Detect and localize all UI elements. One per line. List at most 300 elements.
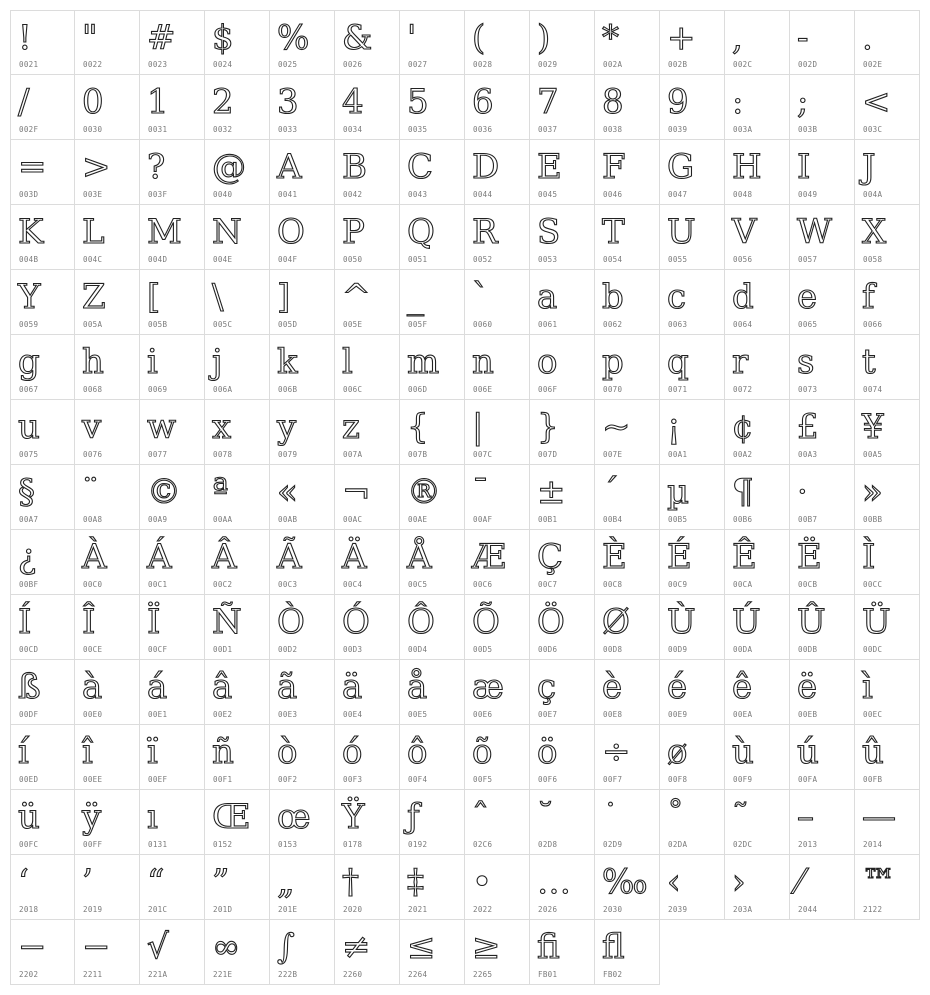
glyph-cell xyxy=(855,530,920,595)
glyph-codepoint: 0079 xyxy=(278,450,298,459)
glyph-sample: 4 xyxy=(342,82,364,122)
glyph-cell xyxy=(75,595,140,660)
glyph-codepoint: 00A7 xyxy=(19,515,39,524)
glyph-cell xyxy=(595,660,660,725)
glyph-cell xyxy=(75,140,140,205)
glyph-cell xyxy=(140,140,205,205)
glyph-codepoint: 0058 xyxy=(863,255,883,264)
glyph-cell xyxy=(660,660,725,725)
glyph-sample: å xyxy=(407,667,428,707)
glyph-sample: √ xyxy=(147,927,169,967)
glyph-sample: F xyxy=(602,147,626,187)
glyph-codepoint: 2122 xyxy=(863,905,883,914)
glyph-codepoint: 0024 xyxy=(213,60,233,69)
glyph-codepoint: 2022 xyxy=(473,905,493,914)
glyph-codepoint: 0072 xyxy=(733,385,753,394)
glyph-codepoint: 00B7 xyxy=(798,515,818,524)
glyph-cell xyxy=(400,465,465,530)
glyph-sample: õ xyxy=(472,732,493,772)
glyph-codepoint: 0077 xyxy=(148,450,168,459)
glyph-sample: ‹ xyxy=(667,862,681,902)
glyph-sample: Ø xyxy=(602,602,630,642)
glyph-sample: t xyxy=(862,342,876,382)
glyph-codepoint: 004F xyxy=(278,255,298,264)
glyph-codepoint: 003E xyxy=(83,190,103,199)
glyph-codepoint: 0078 xyxy=(213,450,233,459)
glyph-sample: P xyxy=(342,212,365,252)
glyph-sample: Ü xyxy=(862,602,891,642)
glyph-codepoint: 0035 xyxy=(408,125,428,134)
glyph-codepoint: 005F xyxy=(408,320,428,329)
glyph-sample: w xyxy=(147,407,177,447)
glyph-codepoint: 00D5 xyxy=(473,645,493,654)
glyph-codepoint: 00F2 xyxy=(278,775,298,784)
glyph-codepoint: 2026 xyxy=(538,905,558,914)
glyph-cell xyxy=(855,855,920,920)
glyph-cell xyxy=(530,790,595,855)
glyph-codepoint: 0055 xyxy=(668,255,688,264)
glyph-codepoint: 00C9 xyxy=(668,580,688,589)
glyph-codepoint: 00A5 xyxy=(863,450,883,459)
glyph-cell xyxy=(465,855,530,920)
glyph-codepoint: 00B6 xyxy=(733,515,753,524)
glyph-codepoint: 002F xyxy=(19,125,39,134)
glyph-sample: | xyxy=(472,407,484,447)
glyph-cell xyxy=(205,140,270,205)
glyph-cell xyxy=(140,10,205,75)
glyph-codepoint: 0025 xyxy=(278,60,298,69)
glyph-codepoint: 2021 xyxy=(408,905,428,914)
glyph-codepoint: 0053 xyxy=(538,255,558,264)
glyph-sample: V xyxy=(732,212,757,252)
glyph-codepoint: 00EC xyxy=(863,710,883,719)
glyph-cell xyxy=(270,595,335,660)
glyph-codepoint: 002E xyxy=(863,60,883,69)
glyph-sample: A xyxy=(277,147,302,187)
glyph-cell xyxy=(660,75,725,140)
glyph-codepoint: 006C xyxy=(343,385,363,394)
glyph-cell xyxy=(270,75,335,140)
glyph-sample: † xyxy=(342,862,359,902)
glyph-cell xyxy=(725,530,790,595)
glyph-codepoint: 2265 xyxy=(473,970,493,979)
glyph-cell xyxy=(660,400,725,465)
glyph-codepoint: 0066 xyxy=(863,320,883,329)
glyph-codepoint: 00BF xyxy=(19,580,39,589)
glyph-cell xyxy=(465,725,530,790)
glyph-cell xyxy=(660,530,725,595)
glyph-codepoint: 0178 xyxy=(343,840,363,849)
glyph-cell xyxy=(465,920,530,985)
glyph-sample: Æ xyxy=(472,537,507,577)
glyph-cell xyxy=(725,855,790,920)
glyph-codepoint: 2020 xyxy=(343,905,363,914)
glyph-sample: o xyxy=(537,342,558,382)
glyph-cell xyxy=(595,920,660,985)
glyph-cell xyxy=(855,465,920,530)
glyph-cell xyxy=(270,335,335,400)
glyph-cell xyxy=(400,595,465,660)
glyph-sample: \ xyxy=(212,277,224,317)
glyph-sample: ù xyxy=(732,732,754,772)
glyph-sample: Õ xyxy=(472,602,500,642)
glyph-codepoint: 2211 xyxy=(83,970,103,979)
glyph-cell xyxy=(140,400,205,465)
glyph-sample: Ê xyxy=(732,537,757,577)
glyph-sample: Ÿ xyxy=(342,797,365,837)
glyph-cell xyxy=(205,335,270,400)
glyph-cell xyxy=(530,400,595,465)
glyph-sample: { xyxy=(407,407,429,447)
glyph-codepoint: 0073 xyxy=(798,385,818,394)
glyph-codepoint: 0057 xyxy=(798,255,818,264)
glyph-codepoint: 0044 xyxy=(473,190,493,199)
glyph-sample: > xyxy=(82,147,111,187)
glyph-sample: è xyxy=(602,667,623,707)
glyph-sample: ﬂ xyxy=(602,927,625,967)
glyph-sample: 5 xyxy=(407,82,429,122)
glyph-codepoint: 0033 xyxy=(278,125,298,134)
glyph-cell xyxy=(530,75,595,140)
glyph-codepoint: 00D2 xyxy=(278,645,298,654)
glyph-sample: " xyxy=(82,18,98,58)
glyph-codepoint: 221A xyxy=(148,970,168,979)
glyph-sample: « xyxy=(277,472,298,512)
glyph-cell xyxy=(790,465,855,530)
glyph-codepoint: 002C xyxy=(733,60,753,69)
glyph-codepoint: 00E2 xyxy=(213,710,233,719)
glyph-codepoint: 004B xyxy=(19,255,39,264)
glyph-codepoint: 2264 xyxy=(408,970,428,979)
glyph-sample: ı xyxy=(147,797,158,837)
glyph-cell xyxy=(465,270,530,335)
glyph-codepoint: 00E5 xyxy=(408,710,428,719)
glyph-sample: , xyxy=(732,18,743,58)
glyph-cell xyxy=(465,205,530,270)
glyph-cell xyxy=(530,920,595,985)
glyph-codepoint: 0022 xyxy=(83,60,103,69)
glyph-cell xyxy=(595,530,660,595)
glyph-sample: Ä xyxy=(342,537,367,577)
glyph-codepoint: 0075 xyxy=(19,450,39,459)
glyph-sample: j xyxy=(212,342,223,382)
glyph-codepoint: 006A xyxy=(213,385,233,394)
glyph-codepoint: 00E6 xyxy=(473,710,493,719)
glyph-sample: “ xyxy=(147,862,165,902)
glyph-codepoint: 00C8 xyxy=(603,580,623,589)
glyph-codepoint: 2039 xyxy=(668,905,688,914)
glyph-codepoint: 0048 xyxy=(733,190,753,199)
glyph-codepoint: 0039 xyxy=(668,125,688,134)
glyph-codepoint: 007B xyxy=(408,450,428,459)
glyph-sample: • xyxy=(472,862,493,902)
glyph-codepoint: 007A xyxy=(343,450,363,459)
glyph-sample: . xyxy=(862,18,873,58)
glyph-sample: _ xyxy=(407,277,424,317)
glyph-codepoint: 00AE xyxy=(408,515,428,524)
glyph-codepoint: 004D xyxy=(148,255,168,264)
glyph-cell xyxy=(530,855,595,920)
glyph-cell xyxy=(725,790,790,855)
glyph-codepoint: 2018 xyxy=(19,905,39,914)
glyph-cell xyxy=(465,335,530,400)
glyph-codepoint: 00E3 xyxy=(278,710,298,719)
glyph-cell xyxy=(855,725,920,790)
glyph-codepoint: 0034 xyxy=(343,125,363,134)
glyph-codepoint: 00A9 xyxy=(148,515,168,524)
glyph-codepoint: 02DC xyxy=(733,840,753,849)
glyph-cell xyxy=(595,465,660,530)
glyph-sample: Û xyxy=(797,602,826,642)
glyph-sample: ] xyxy=(277,277,291,317)
glyph-sample: ∫ xyxy=(277,927,295,967)
glyph-sample: ¨ xyxy=(82,472,99,512)
glyph-sample: < xyxy=(862,82,891,122)
glyph-sample: - xyxy=(797,18,809,58)
glyph-cell xyxy=(10,595,75,660)
glyph-sample: G xyxy=(667,147,695,187)
glyph-sample: C xyxy=(407,147,434,187)
glyph-sample: ˚ xyxy=(667,797,684,837)
glyph-cell xyxy=(75,205,140,270)
glyph-codepoint: 00D8 xyxy=(603,645,623,654)
glyph-codepoint: 2019 xyxy=(83,905,103,914)
glyph-cell xyxy=(140,660,205,725)
glyph-codepoint: 2260 xyxy=(343,970,363,979)
glyph-codepoint: 00FF xyxy=(83,840,103,849)
glyph-sample: − xyxy=(82,927,111,967)
glyph-codepoint: 00DC xyxy=(863,645,883,654)
glyph-sample: — xyxy=(862,797,896,837)
glyph-cell xyxy=(140,790,205,855)
glyph-sample: 9 xyxy=(667,82,689,122)
glyph-sample: a xyxy=(537,277,558,317)
glyph-cell xyxy=(400,920,465,985)
glyph-cell xyxy=(75,10,140,75)
glyph-codepoint: 00A2 xyxy=(733,450,753,459)
glyph-codepoint: 00E0 xyxy=(83,710,103,719)
glyph-cell xyxy=(595,270,660,335)
glyph-codepoint: 0064 xyxy=(733,320,753,329)
glyph-codepoint: 0051 xyxy=(408,255,428,264)
glyph-sample: ’ xyxy=(82,862,93,902)
glyph-sample: y xyxy=(277,407,297,447)
glyph-sample: K xyxy=(18,212,44,252)
glyph-codepoint: 003A xyxy=(733,125,753,134)
glyph-cell xyxy=(790,790,855,855)
glyph-codepoint: 003F xyxy=(148,190,168,199)
glyph-cell xyxy=(10,855,75,920)
glyph-sample: & xyxy=(342,18,373,58)
glyph-sample: % xyxy=(277,18,310,58)
glyph-codepoint: 0152 xyxy=(213,840,233,849)
glyph-codepoint: 00F7 xyxy=(603,775,623,784)
glyph-cell xyxy=(530,530,595,595)
glyph-cell xyxy=(10,920,75,985)
glyph-codepoint: 00FC xyxy=(19,840,39,849)
glyph-cell xyxy=(725,140,790,205)
glyph-codepoint: 00D4 xyxy=(408,645,428,654)
glyph-codepoint: 00F9 xyxy=(733,775,753,784)
glyph-cell xyxy=(530,205,595,270)
glyph-sample: b xyxy=(602,277,624,317)
glyph-codepoint: 00D3 xyxy=(343,645,363,654)
glyph-codepoint: 00CC xyxy=(863,580,883,589)
glyph-codepoint: 00BB xyxy=(863,515,883,524)
glyph-cell xyxy=(790,75,855,140)
glyph-codepoint: 00CA xyxy=(733,580,753,589)
glyph-cell xyxy=(595,725,660,790)
glyph-sample: æ xyxy=(472,667,504,707)
glyph-sample: X xyxy=(862,212,887,252)
glyph-codepoint: 00A3 xyxy=(798,450,818,459)
glyph-cell xyxy=(855,660,920,725)
glyph-cell xyxy=(140,465,205,530)
glyph-cell xyxy=(530,10,595,75)
glyph-cell xyxy=(205,725,270,790)
glyph-sample: Î xyxy=(82,602,96,642)
glyph-sample: ¢ xyxy=(732,407,754,447)
glyph-sample: ⁄ xyxy=(797,862,803,902)
glyph-cell xyxy=(400,400,465,465)
glyph-cell xyxy=(270,725,335,790)
glyph-cell xyxy=(855,335,920,400)
glyph-codepoint: 0070 xyxy=(603,385,623,394)
glyph-cell xyxy=(335,465,400,530)
glyph-codepoint: 0027 xyxy=(408,60,428,69)
glyph-sample: − xyxy=(18,927,47,967)
glyph-cell xyxy=(140,530,205,595)
glyph-codepoint: 00AA xyxy=(213,515,233,524)
glyph-cell xyxy=(595,205,660,270)
glyph-cell xyxy=(595,400,660,465)
glyph-sample: ü xyxy=(18,797,40,837)
glyph-sample: ø xyxy=(667,732,688,772)
glyph-sample: v xyxy=(82,407,102,447)
glyph-cell xyxy=(270,855,335,920)
glyph-sample: ™ xyxy=(862,862,896,902)
glyph-cell xyxy=(10,140,75,205)
glyph-sample: * xyxy=(602,18,619,58)
glyph-sample: N xyxy=(212,212,242,252)
glyph-cell xyxy=(270,140,335,205)
glyph-codepoint: 0061 xyxy=(538,320,558,329)
glyph-codepoint: 0153 xyxy=(278,840,298,849)
glyph-codepoint: 00D9 xyxy=(668,645,688,654)
glyph-cell xyxy=(530,595,595,660)
glyph-codepoint: 007E xyxy=(603,450,623,459)
glyph-cell xyxy=(270,10,335,75)
glyph-sample: x xyxy=(212,407,232,447)
glyph-codepoint: 0041 xyxy=(278,190,298,199)
glyph-cell xyxy=(10,660,75,725)
glyph-codepoint: 0045 xyxy=(538,190,558,199)
glyph-sample: r xyxy=(732,342,749,382)
glyph-sample: ^ xyxy=(342,277,371,317)
glyph-codepoint: 2014 xyxy=(863,840,883,849)
glyph-sample: â xyxy=(212,667,233,707)
glyph-cell xyxy=(270,270,335,335)
glyph-codepoint: 00AF xyxy=(473,515,493,524)
glyph-codepoint: 00F8 xyxy=(668,775,688,784)
glyph-codepoint: 003C xyxy=(863,125,883,134)
glyph-cell xyxy=(270,400,335,465)
glyph-sample: W xyxy=(797,212,832,252)
glyph-cell xyxy=(140,595,205,660)
glyph-codepoint: 0029 xyxy=(538,60,558,69)
glyph-codepoint: 00F5 xyxy=(473,775,493,784)
glyph-codepoint: 00B5 xyxy=(668,515,688,524)
glyph-cell xyxy=(335,205,400,270)
glyph-cell xyxy=(10,205,75,270)
glyph-cell xyxy=(595,140,660,205)
glyph-codepoint: FB01 xyxy=(538,970,558,979)
glyph-cell xyxy=(335,10,400,75)
glyph-cell xyxy=(790,140,855,205)
glyph-cell xyxy=(400,530,465,595)
glyph-codepoint: 006D xyxy=(408,385,428,394)
glyph-sample: [ xyxy=(147,277,161,317)
glyph-sample: Ö xyxy=(537,602,565,642)
glyph-codepoint: 201E xyxy=(278,905,298,914)
glyph-codepoint: 0038 xyxy=(603,125,623,134)
glyph-codepoint: 00C3 xyxy=(278,580,298,589)
glyph-cell xyxy=(725,660,790,725)
glyph-sample: é xyxy=(667,667,688,707)
glyph-cell xyxy=(75,725,140,790)
glyph-sample: 3 xyxy=(277,82,299,122)
glyph-cell xyxy=(790,725,855,790)
glyph-codepoint: 0026 xyxy=(343,60,363,69)
glyph-codepoint: 005E xyxy=(343,320,363,329)
glyph-sample: ¬ xyxy=(342,472,371,512)
glyph-cell xyxy=(725,725,790,790)
glyph-cell xyxy=(10,530,75,595)
glyph-codepoint: 006B xyxy=(278,385,298,394)
glyph-sample: d xyxy=(732,277,754,317)
glyph-cell xyxy=(335,530,400,595)
glyph-codepoint: 004A xyxy=(863,190,883,199)
glyph-sample: p xyxy=(602,342,624,382)
glyph-cell xyxy=(10,725,75,790)
glyph-codepoint: 005B xyxy=(148,320,168,329)
glyph-sample: ˙ xyxy=(602,797,619,837)
glyph-sample: h xyxy=(82,342,104,382)
glyph-codepoint: 00D1 xyxy=(213,645,233,654)
glyph-codepoint: 00B4 xyxy=(603,515,623,524)
glyph-cell xyxy=(205,790,270,855)
glyph-sample: Å xyxy=(407,537,432,577)
glyph-codepoint: 0052 xyxy=(473,255,493,264)
glyph-codepoint: 002A xyxy=(603,60,623,69)
glyph-codepoint: 0028 xyxy=(473,60,493,69)
glyph-codepoint: 203A xyxy=(733,905,753,914)
glyph-cell xyxy=(75,530,140,595)
glyph-sample: Ï xyxy=(147,602,161,642)
glyph-cell xyxy=(75,790,140,855)
glyph-sample: ò xyxy=(277,732,298,772)
glyph-sample: ¶ xyxy=(732,472,754,512)
glyph-codepoint: 02D9 xyxy=(603,840,623,849)
glyph-cell xyxy=(205,10,270,75)
glyph-codepoint: 00AC xyxy=(343,515,363,524)
glyph-sample: B xyxy=(342,147,367,187)
glyph-codepoint: 00ED xyxy=(19,775,39,784)
glyph-codepoint: 0131 xyxy=(148,840,168,849)
glyph-sample: k xyxy=(277,342,298,382)
glyph-codepoint: 005D xyxy=(278,320,298,329)
glyph-codepoint: 00C7 xyxy=(538,580,558,589)
